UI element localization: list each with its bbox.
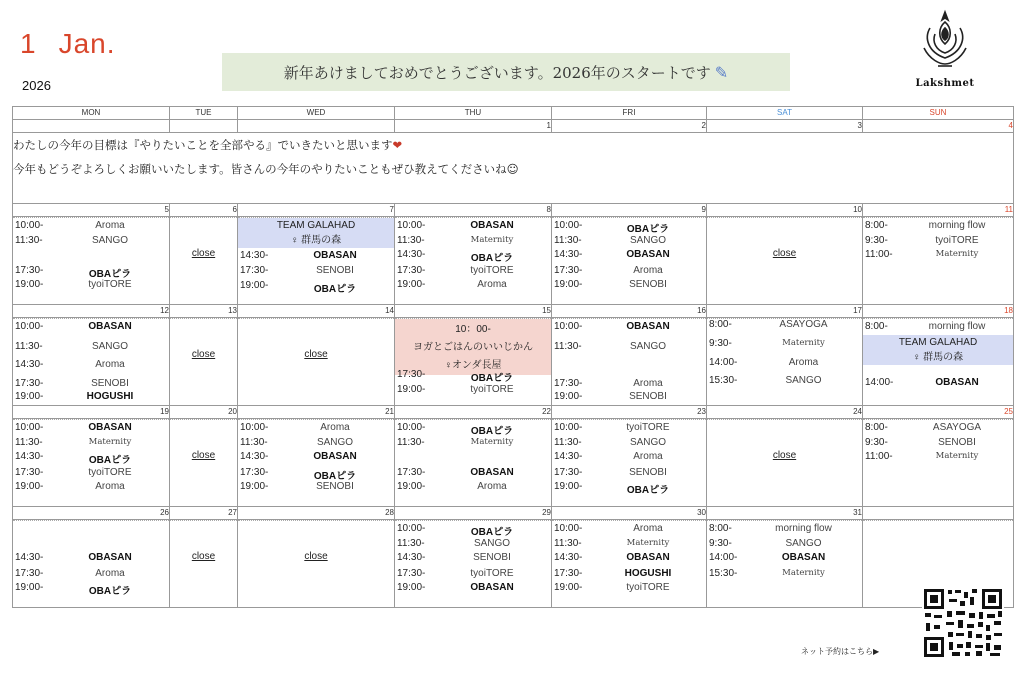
date-number [863, 507, 1014, 520]
class-name[interactable]: OBAピラ [470, 373, 514, 384]
class-name[interactable]: morning flow [928, 220, 986, 231]
class-time: 19:00- [554, 481, 583, 492]
class-name[interactable]: Maternity [88, 437, 132, 447]
class-time: 10:00- [240, 422, 269, 433]
class-name[interactable]: Maternity [470, 235, 514, 245]
class-time: 19:00- [15, 582, 44, 593]
class-name[interactable]: OBAピラ [88, 586, 132, 597]
pencil-icon: ✎ [714, 62, 729, 82]
date-number: 8 [395, 204, 552, 217]
date-number: 27 [170, 507, 238, 520]
class-time: 15:30- [709, 568, 738, 579]
class-time: 14:00- [865, 377, 894, 388]
class-name[interactable]: Aroma [95, 220, 125, 231]
class-name[interactable]: SANGO [91, 341, 129, 352]
class-name[interactable]: OBASAN [470, 467, 514, 478]
class-time: 8:00- [865, 321, 888, 332]
date-number: 29 [395, 507, 552, 520]
date-number: 6 [170, 204, 238, 217]
day-cell [707, 217, 862, 304]
class-name[interactable]: SENOBI [938, 437, 976, 448]
class-time: 11:30- [15, 235, 43, 246]
date-number: 18 [863, 305, 1014, 318]
class-name[interactable]: SENOBI [91, 378, 129, 389]
class-name[interactable]: Aroma [95, 359, 125, 370]
heart-icon: ❤ [392, 138, 403, 152]
date-number: 10 [707, 204, 863, 217]
class-name[interactable]: SANGO [91, 235, 129, 246]
week-date-row [13, 305, 1014, 318]
calendar-table [12, 106, 1014, 608]
class-name[interactable]: Aroma [95, 568, 125, 579]
class-name[interactable]: Aroma [477, 279, 507, 290]
class-time: 11:00- [865, 451, 893, 462]
class-name[interactable]: OBAピラ [313, 284, 357, 295]
date-number: 11 [863, 204, 1014, 217]
class-time: 17:30- [554, 265, 583, 276]
class-name[interactable]: SENOBI [629, 467, 667, 478]
date-number: 21 [238, 406, 395, 419]
class-name[interactable]: OBAピラ [470, 426, 514, 437]
class-name[interactable]: Aroma [633, 378, 663, 389]
date-number [238, 120, 395, 133]
class-name[interactable]: ASAYOGA [932, 422, 982, 433]
team-event-block[interactable] [238, 218, 394, 248]
class-time: 14:30- [397, 552, 426, 563]
class-time: 8:00- [865, 220, 888, 231]
date-number: 30 [552, 507, 707, 520]
week-date-row [13, 204, 1014, 217]
class-name[interactable]: Aroma [788, 357, 819, 368]
class-time: 14:00- [709, 357, 738, 368]
date-number: 19 [13, 406, 170, 419]
date-number [170, 120, 238, 133]
class-name[interactable]: Maternity [470, 437, 514, 447]
class-name[interactable]: OBAピラ [88, 455, 132, 466]
date-number: 3 [707, 120, 863, 133]
class-name[interactable]: OBASAN [626, 552, 670, 563]
day-cell [552, 419, 706, 506]
class-time: 11:30- [554, 235, 582, 246]
studio-logo [912, 8, 978, 96]
date-number: 13 [170, 305, 238, 318]
class-name[interactable]: Aroma [95, 481, 125, 492]
class-name[interactable]: OBASAN [781, 552, 826, 563]
new-year-message-row [13, 133, 1014, 204]
date-number: 1 [395, 120, 552, 133]
class-name[interactable]: OBAピラ [626, 485, 670, 496]
day-cell [863, 217, 1013, 304]
class-time: 14:30- [240, 250, 269, 261]
weekday-header-row [13, 107, 1014, 120]
class-time: 19:00- [397, 481, 426, 492]
day-cell [395, 217, 551, 304]
week-schedule-row [13, 419, 1014, 507]
class-time: 19:00- [15, 279, 44, 290]
class-time: 17:30- [15, 467, 44, 478]
day-cell [863, 419, 1013, 506]
class-time: 17:30- [15, 378, 44, 389]
day-cell [552, 520, 706, 607]
message-line-2: 今年もどうぞよろしくお願いいたします。皆さんの今年のやりたいこともぜひ教えてくださいね☺ [13, 162, 519, 176]
class-time: 14:00- [709, 552, 738, 563]
date-number: 12 [13, 305, 170, 318]
class-name[interactable]: HOGUSHI [86, 391, 134, 402]
class-time: 14:30- [15, 451, 44, 462]
day-cell [238, 217, 394, 304]
class-time: 19:00- [240, 280, 269, 291]
class-time: 19:00- [15, 481, 44, 492]
event-line: ヨガとごはんのいいじかん [413, 342, 533, 353]
class-name[interactable]: Maternity [935, 249, 979, 259]
class-time: 10:00- [397, 220, 426, 231]
day-cell [13, 419, 169, 506]
event-line: ♀オンダ長屋 [444, 360, 502, 371]
class-time: 8:00- [709, 523, 732, 534]
class-name[interactable]: OBASAN [935, 377, 979, 388]
date-number: 31 [707, 507, 863, 520]
class-name[interactable]: OBASAN [626, 249, 670, 260]
class-name[interactable]: tyoiTORE [470, 568, 514, 579]
class-time: 14:30- [15, 359, 44, 370]
class-time: 17:30- [240, 265, 269, 276]
class-time: 9:30- [865, 235, 888, 246]
class-name[interactable]: SENOBI [629, 279, 667, 290]
class-time: 11:30- [397, 538, 425, 549]
team-place: ♀ 群馬の森 [912, 352, 964, 363]
date-number: 25 [863, 406, 1014, 419]
weekday-sat: SAT [707, 107, 863, 120]
class-time: 11:30- [240, 437, 268, 448]
day-cell [13, 217, 169, 304]
class-time: 11:30- [15, 437, 43, 448]
date-number: 14 [238, 305, 395, 318]
weekday-sun: SUN [863, 107, 1014, 120]
day-cell [170, 419, 237, 506]
class-name[interactable]: Aroma [633, 265, 663, 276]
date-number: 23 [552, 406, 707, 419]
class-time: 14:30- [397, 249, 426, 260]
banner-text: 新年あけましておめでとうございます。2026年のスタートです [283, 63, 711, 82]
weekday-thu: THU [395, 107, 552, 120]
class-time: 19:00- [554, 582, 583, 593]
class-time: 11:30- [397, 437, 425, 448]
class-name[interactable]: SENOBI [316, 265, 354, 276]
date-number: 22 [395, 406, 552, 419]
class-time: 14:30- [240, 451, 269, 462]
class-time: 11:30- [15, 341, 43, 352]
class-name[interactable]: SANGO [629, 437, 667, 448]
day-cell [13, 318, 169, 405]
class-time: 10:00- [397, 422, 426, 433]
class-name[interactable]: tyoiTORE [470, 265, 514, 276]
class-name[interactable]: OBASAN [88, 422, 132, 433]
class-time: 17:30- [554, 467, 583, 478]
class-name[interactable]: OBAピラ [313, 471, 357, 482]
day-cell [395, 520, 551, 607]
class-time: 15:30- [709, 375, 738, 386]
date-number: 20 [170, 406, 238, 419]
class-name[interactable]: tyoiTORE [626, 582, 670, 593]
day-cell [238, 520, 394, 607]
class-name[interactable]: OBAピラ [88, 269, 132, 280]
class-name[interactable]: OBASAN [470, 582, 514, 593]
class-time: 9:30- [865, 437, 888, 448]
class-name[interactable]: Maternity [626, 538, 670, 548]
class-time: 8:00- [865, 422, 888, 433]
class-name[interactable]: tyoiTORE [935, 235, 979, 246]
day-cell [707, 419, 862, 506]
day-cell [238, 318, 394, 405]
day-cell [552, 318, 706, 405]
qr-code-icon[interactable] [922, 587, 1004, 659]
class-time: 10:00- [15, 422, 44, 433]
class-name[interactable]: HOGUSHI [624, 568, 672, 579]
team-event-block[interactable] [863, 335, 1013, 365]
class-time: 17:30- [397, 467, 426, 478]
class-time: 11:30- [554, 538, 582, 549]
class-time: 14:30- [554, 249, 583, 260]
logo-text: Lakshmet [915, 78, 975, 89]
class-name[interactable]: ASAYOGA [779, 319, 828, 330]
date-number: 17 [707, 305, 863, 318]
class-time: 17:30- [554, 378, 583, 389]
class-name[interactable]: SANGO [316, 437, 354, 448]
event-line: 10：00- [455, 324, 491, 335]
class-name[interactable]: OBASAN [470, 220, 514, 231]
closed-label[interactable]: close [191, 551, 216, 562]
day-cell [170, 520, 237, 607]
class-time: 17:30- [240, 467, 269, 478]
date-number: 15 [395, 305, 552, 318]
day-cell [707, 520, 862, 607]
class-time: 10:00- [554, 321, 583, 332]
class-time: 17:30- [554, 568, 583, 579]
team-name: TEAM GALAHAD [898, 337, 978, 348]
team-name: TEAM GALAHAD [276, 220, 356, 231]
class-time: 17:30- [15, 568, 44, 579]
class-name[interactable]: Aroma [320, 422, 350, 433]
class-time: 10:00- [554, 523, 583, 534]
date-number [13, 120, 170, 133]
day-cell [395, 419, 551, 506]
class-name[interactable]: Aroma [633, 523, 663, 534]
class-time: 19:00- [397, 582, 426, 593]
closed-label[interactable]: close [191, 248, 216, 259]
month-name: Jan. [58, 28, 116, 59]
class-time: 11:30- [554, 341, 582, 352]
closed-label[interactable]: close [772, 248, 797, 259]
class-name[interactable]: Maternity [782, 338, 825, 348]
class-name[interactable]: SENOBI [473, 552, 511, 563]
day-cell [170, 318, 237, 405]
closed-label[interactable]: close [304, 551, 328, 562]
class-time: 19:00- [397, 279, 426, 290]
class-name[interactable]: Aroma [633, 451, 663, 462]
class-name[interactable]: SANGO [629, 235, 667, 246]
first-week-date-row [13, 120, 1014, 133]
class-time: 10:00- [15, 220, 44, 231]
day-cell [863, 318, 1013, 405]
new-year-banner [222, 53, 790, 91]
day-cell [238, 419, 394, 506]
team-place: ♀ 群馬の森 [290, 235, 342, 246]
class-name[interactable]: tyoiTORE [88, 467, 132, 478]
class-time: 11:30- [397, 235, 425, 246]
week-date-row [13, 507, 1014, 520]
class-time: 10:00- [554, 422, 583, 433]
class-name[interactable]: SENOBI [316, 481, 354, 492]
class-name[interactable]: Maternity [782, 568, 825, 578]
date-number: 16 [552, 305, 707, 318]
closed-label[interactable]: close [304, 349, 328, 360]
class-name[interactable]: tyoiTORE [88, 279, 132, 290]
class-name[interactable]: OBAピラ [470, 527, 514, 538]
special-event-block[interactable] [395, 319, 551, 375]
day-cell [13, 520, 169, 607]
class-name[interactable]: tyoiTORE [626, 422, 670, 433]
day-cell [170, 217, 237, 304]
class-name[interactable]: OBASAN [88, 321, 132, 332]
class-name[interactable]: Maternity [935, 451, 979, 461]
day-cell [552, 217, 706, 304]
class-time: 17:30- [397, 369, 426, 380]
weekday-tue: TUE [170, 107, 238, 120]
class-time: 14:30- [15, 552, 44, 563]
class-name[interactable]: Aroma [477, 481, 507, 492]
lotus-logo-icon [920, 8, 970, 78]
class-time: 19:00- [397, 384, 426, 395]
class-time: 9:30- [709, 538, 732, 549]
class-name[interactable]: OBASAN [313, 250, 357, 261]
class-name[interactable]: OBASAN [313, 451, 357, 462]
class-name[interactable]: OBASAN [626, 321, 670, 332]
class-name[interactable]: OBAピラ [470, 253, 514, 264]
weekday-wed: WED [238, 107, 395, 120]
message-line-1: わたしの今年の目標は『やりたいことを全部やる』でいきたいと思います [13, 138, 393, 152]
class-time: 14:30- [554, 552, 583, 563]
date-number: 2 [552, 120, 707, 133]
class-name[interactable]: SANGO [473, 538, 511, 549]
month-number: 1 [20, 28, 37, 59]
new-year-message [13, 133, 1014, 204]
week-schedule-row [13, 217, 1014, 305]
day-cell [395, 318, 551, 405]
date-number: 4 [863, 120, 1014, 133]
class-time: 10:00- [554, 220, 583, 231]
date-number: 9 [552, 204, 707, 217]
weekday-fri: FRI [552, 107, 707, 120]
class-time: 19:00- [554, 279, 583, 290]
net-booking-link[interactable]: ネット予約はこちら▶ [801, 647, 880, 656]
class-time: 19:00- [15, 391, 44, 402]
class-name[interactable]: SENOBI [629, 391, 667, 402]
year-label: 2026 [22, 78, 51, 93]
class-name[interactable]: morning flow [775, 523, 832, 534]
date-number: 26 [13, 507, 170, 520]
weekday-mon: MON [13, 107, 170, 120]
closed-label[interactable]: close [772, 450, 797, 461]
class-name[interactable]: SANGO [629, 341, 667, 352]
class-time: 17:30- [15, 265, 44, 276]
date-number: 28 [238, 507, 395, 520]
date-number: 7 [238, 204, 395, 217]
class-time: 9:30- [709, 338, 732, 349]
week-date-row [13, 406, 1014, 419]
class-time: 10:00- [15, 321, 44, 332]
class-time: 10:00- [397, 523, 426, 534]
class-name[interactable]: OBASAN [88, 552, 132, 563]
class-time: 17:30- [397, 568, 426, 579]
class-name[interactable]: tyoiTORE [470, 384, 514, 395]
class-time: 19:00- [554, 391, 583, 402]
class-name[interactable]: morning flow [928, 321, 986, 332]
class-time: 19:00- [240, 481, 269, 492]
closed-label[interactable]: close [191, 349, 216, 360]
class-time: 8:00- [709, 319, 732, 330]
class-time: 11:00- [865, 249, 893, 260]
class-time: 14:30- [554, 451, 583, 462]
week-schedule-row [13, 520, 1014, 608]
class-time: 11:30- [554, 437, 582, 448]
month-title [20, 28, 116, 60]
date-number: 24 [707, 406, 863, 419]
closed-label[interactable]: close [191, 450, 216, 461]
class-name[interactable]: OBAピラ [626, 224, 670, 235]
class-time: 17:30- [397, 265, 426, 276]
class-name[interactable]: SANGO [785, 375, 822, 386]
class-name[interactable]: SANGO [785, 538, 822, 549]
date-number: 5 [13, 204, 170, 217]
day-cell [707, 318, 862, 405]
week-schedule-row [13, 318, 1014, 406]
